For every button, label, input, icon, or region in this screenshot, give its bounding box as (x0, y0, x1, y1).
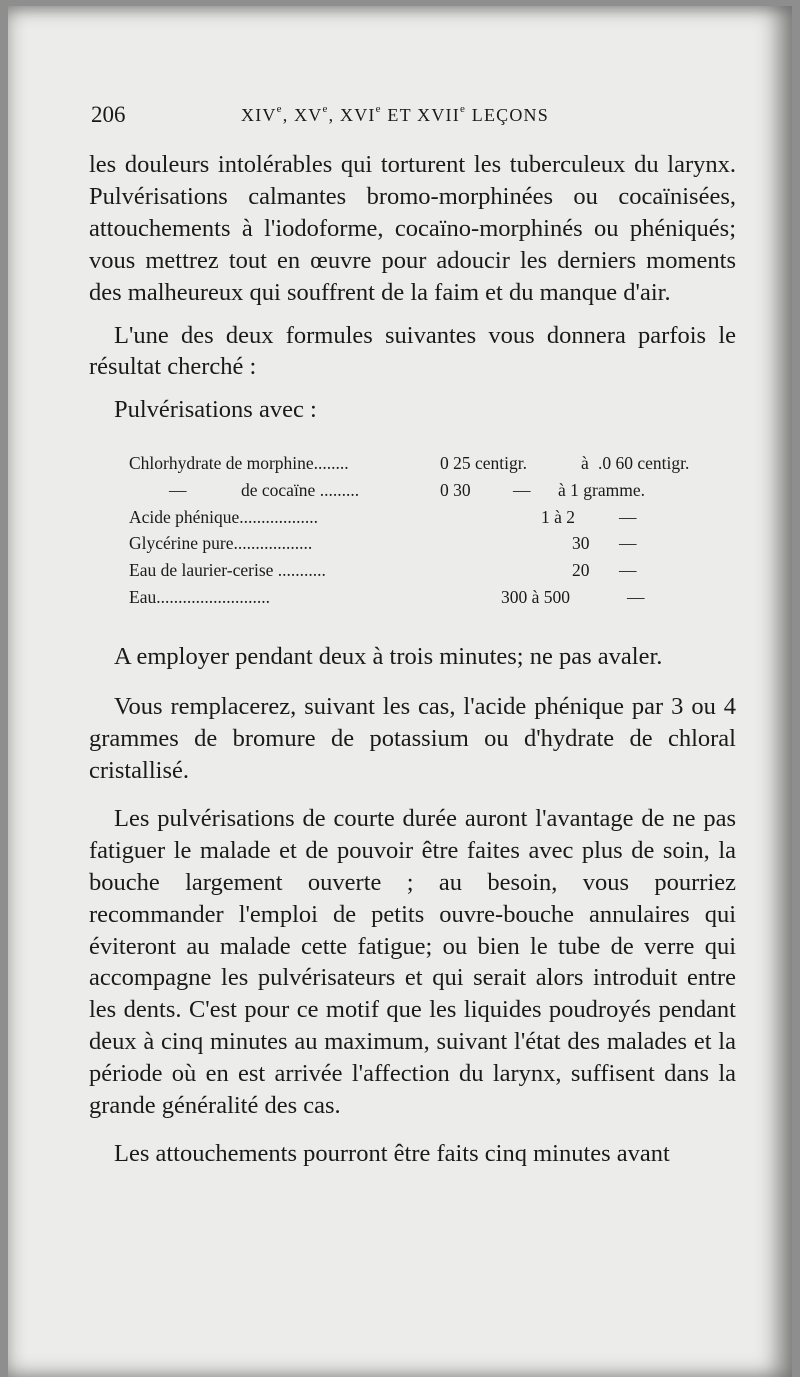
ditto-dash: — (619, 533, 637, 554)
ditto-dash: — (169, 480, 187, 501)
paragraph: les douleurs intolérables qui torturent les tuberculeux du larynx. Pulvérisations calmantes bromo-morphinées ou cocaïnisées, attouchements à l'iodoforme, cocaïno-morphinés ou phéniqués; vous mettrez tout en œuvre pour adoucir les derniers moments des malheureux qui souffrent de la faim et du manque d'air. (89, 151, 736, 306)
quantity-separator: — (513, 480, 531, 501)
quantity: 30 (572, 533, 590, 554)
ingredient-name: Glycérine pure.................. (129, 533, 313, 554)
ditto-dash: — (627, 587, 645, 608)
formula-row (89, 502, 736, 526)
ingredient-name: Eau de laurier-cerise ........... (129, 560, 326, 581)
formula-row (89, 448, 736, 472)
paragraph: Les pulvérisations de courte durée auront l'avantage de ne pas fatiguer le malade et de pouvoir être faites avec plus de soin, la bouche largement ouverte ; au besoin, vous pourriez recommander l'emploi de petits ouvre-bouche annulaires qui éviteront au malade cette fatigue; ou bien le tube de verre qui accompagne les pulvérisateurs et qui serait alors introduit entre les dents. C'est pour ce motif que les liquides poudroyés pendant deux à cinq minutes au maximum, suivant l'état des malades et la période où en est arrivée l'affection du larynx, suffisent dans la grande généralité des cas. (89, 804, 736, 1120)
ditto-dash: — (619, 507, 637, 528)
paragraph: Pulvérisations avec : (114, 396, 317, 424)
formula-row (89, 475, 736, 499)
quantity: 0 25 centigr. (440, 453, 527, 474)
body-text (89, 149, 736, 1170)
paragraph: L'une des deux formules suivantes vous donnera parfois le résultat cherché : (89, 321, 736, 381)
quantity-separator: à (581, 453, 589, 474)
running-title: XIVe, XVe, XVIe ET XVIIe LEÇONS (241, 103, 549, 125)
book-page (8, 6, 792, 1377)
quantity: 300 à 500 (501, 587, 571, 608)
quantity: 1 à 2 (541, 507, 576, 528)
ingredient-name: de cocaïne ......... (241, 480, 360, 501)
ditto-dash: — (619, 560, 637, 581)
ingredient-name: Acide phénique.................. (129, 507, 319, 528)
page-header (91, 102, 736, 132)
quantity: 0 30 (440, 480, 471, 501)
prescription-formula (89, 448, 736, 608)
quantity: .0 60 centigr. (598, 453, 690, 474)
page-number: 206 (91, 102, 126, 127)
ingredient-name: Chlorhydrate de morphine........ (129, 453, 349, 474)
formula-row (89, 528, 736, 552)
paragraph: Vous remplacerez, suivant les cas, l'acide phénique par 3 ou 4 grammes de bromure de potassium ou d'hydrate de chloral cristallisé. (89, 693, 736, 784)
quantity: à 1 gramme. (558, 480, 645, 501)
paragraph: A employer pendant deux à trois minutes; ne pas avaler. (114, 643, 663, 671)
formula-row (89, 582, 736, 606)
formula-row (89, 555, 736, 579)
ingredient-name: Eau.......................... (129, 587, 270, 608)
paragraph: Les attouchements pourront être faits cinq minutes avant (114, 1139, 670, 1167)
quantity: 20 (572, 560, 590, 581)
